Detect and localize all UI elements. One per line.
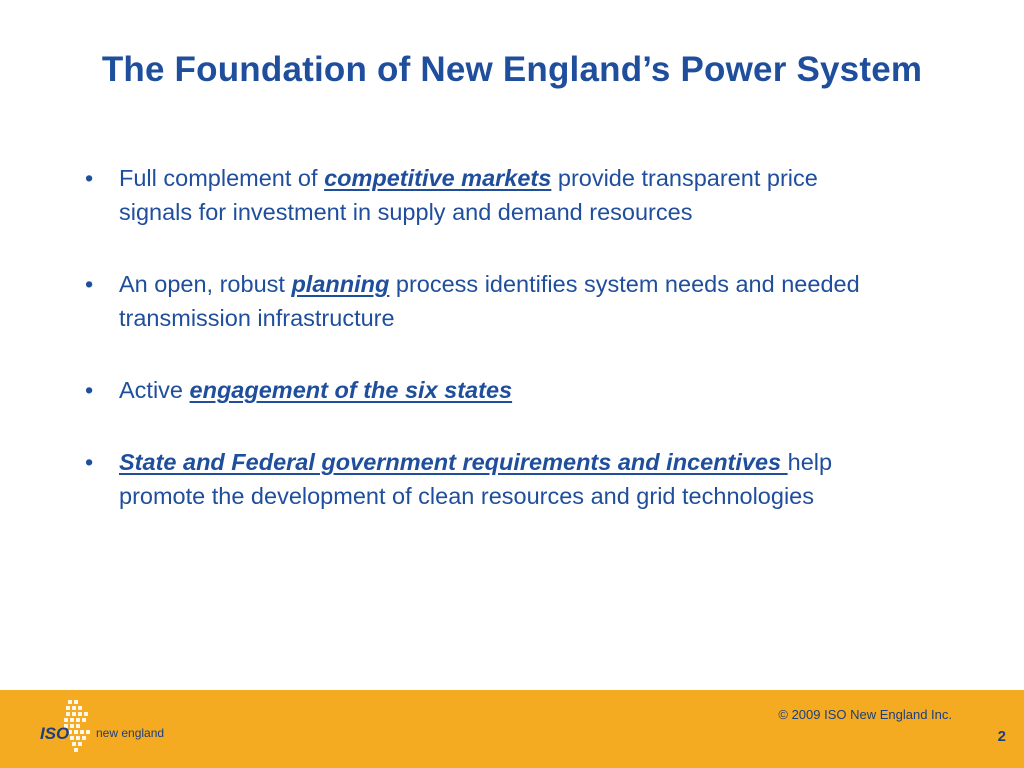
bullet-list (82, 161, 882, 551)
bullet-government-requirements (82, 445, 882, 513)
bullet-text: Full complement of (119, 165, 325, 191)
logo-name-text: new england (96, 726, 165, 740)
bullet-marker: • (85, 449, 94, 475)
slide-title: The Foundation of New England’s Power System (101, 50, 923, 89)
footer-bar (0, 690, 1024, 768)
bullet-emphasis: State and Federal government requirements and incentives (119, 449, 788, 475)
bullet-marker: • (85, 165, 94, 191)
bullet-text: help promote the development of clean resources and grid technologies (119, 449, 833, 509)
bullet-competitive-markets (82, 161, 882, 229)
bullet-engagement (82, 373, 882, 407)
copyright-notice: © 2009 ISO New England Inc. (778, 707, 952, 722)
page-number: 2 (997, 728, 1006, 745)
bullet-planning (82, 267, 882, 335)
iso-new-england-logo (40, 698, 190, 758)
bullet-emphasis: engagement of the six states (189, 377, 513, 403)
bullet-emphasis: planning (291, 271, 390, 297)
bullet-text: provide transparent price signals for investment in supply and demand resources (119, 165, 818, 225)
bullet-marker: • (85, 377, 94, 403)
bullet-text: process identifies system needs and needed transmission infrastructure (119, 271, 860, 331)
bullet-emphasis: competitive markets (324, 165, 552, 191)
logo-iso-text: ISO (40, 724, 70, 743)
bullet-text: An open, robust (119, 271, 292, 297)
bullet-text: Active (119, 377, 190, 403)
bullet-marker: • (85, 271, 94, 297)
